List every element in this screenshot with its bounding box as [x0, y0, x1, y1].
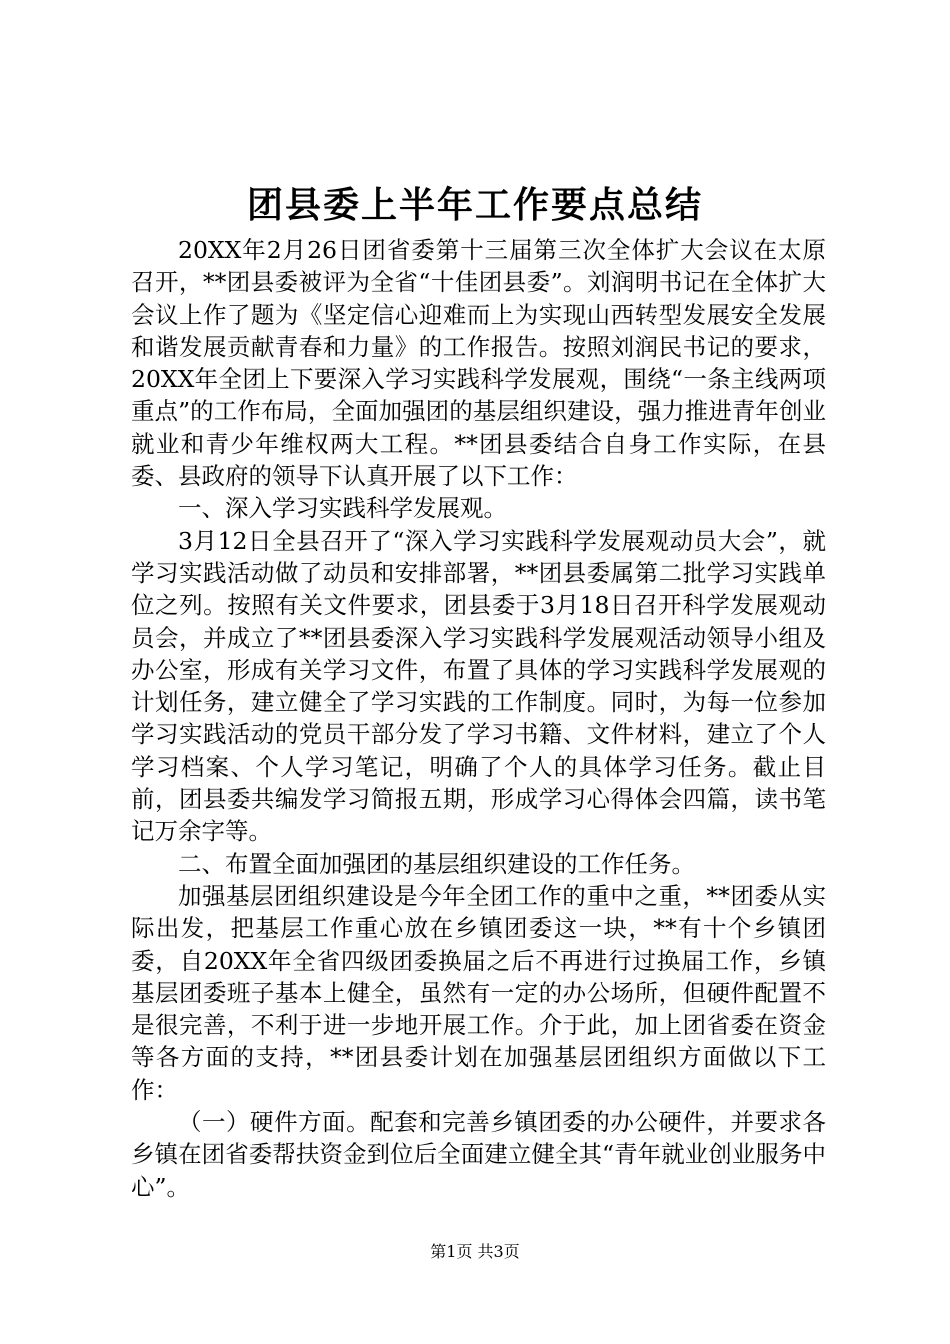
paragraph-section-2: 加强基层团组织建设是今年全团工作的重中之重，**团委从实际出发，把基层工作重心放在乡镇团委这一块，**有十个乡镇团委，自20XX年全省四级团委换届之后不再进行过换届工作，乡镇基层团委班子基本上健全，虽然有一定的办公场所，但硬件配置不是很完善，不利于进一步地开展工作。介于此，加上团省委在资金等各方面的支持，**团县委计划在加强基层团组织方面做以下工作：: [131, 881, 826, 1104]
paragraph-hardware: （一）硬件方面。配套和完善乡镇团委的办公硬件，并要求各乡镇在团省委帮扶资金到位后全面建立健全其“青年就业创业服务中心”。: [131, 1108, 826, 1201]
document-body: [131, 234, 826, 1203]
document-title: 团县委上半年工作要点总结: [246, 185, 703, 226]
heading-section-1: 一、深入学习实践科学发展观。: [178, 494, 507, 523]
heading-section-2: 二、布置全面加强团的基层组织建设的工作任务。: [178, 849, 695, 878]
paragraph-intro: 20XX年2月26日团省委第十三届第三次全体扩大会议在太原召开，**团县委被评为全省“十佳团县委”。刘润明书记在全体扩大会议上作了题为《坚定信心迎难而上为实现山西转型发展安全发展和谐发展贡献青春和力量》的工作报告。按照刘润民书记的要求，20XX年全团上下要深入学习实践科学发展观，围绕“一条主线两项重点”的工作布局，全面加强团的基层组织建设，强力推进青年创业就业和青少年维权两大工程。**团县委结合自身工作实际，在县委、县政府的领导下认真开展了以下工作：: [131, 236, 826, 491]
paragraph-section-1: 3月12日全县召开了“深入学习实践科学发展观动员大会”，就学习实践活动做了动员和安排部署，**团县委属第二批学习实践单位之列。按照有关文件要求，团县委于3月18日召开科学发展观动员会，并成立了**团县委深入学习实践科学发展观活动领导小组及办公室，形成有关学习文件，布置了具体的学习实践科学发展观的计划任务，建立健全了学习实践的工作制度。同时，为每一位参加学习实践活动的党员干部分发了学习书籍、文件材料，建立了个人学习档案、个人学习笔记，明确了个人的具体学习任务。截止目前，团县委共编发学习简报五期，形成学习心得体会四篇，读书笔记万余字等。: [131, 526, 826, 846]
page-footer: 第1页 共3页: [430, 1242, 520, 1261]
